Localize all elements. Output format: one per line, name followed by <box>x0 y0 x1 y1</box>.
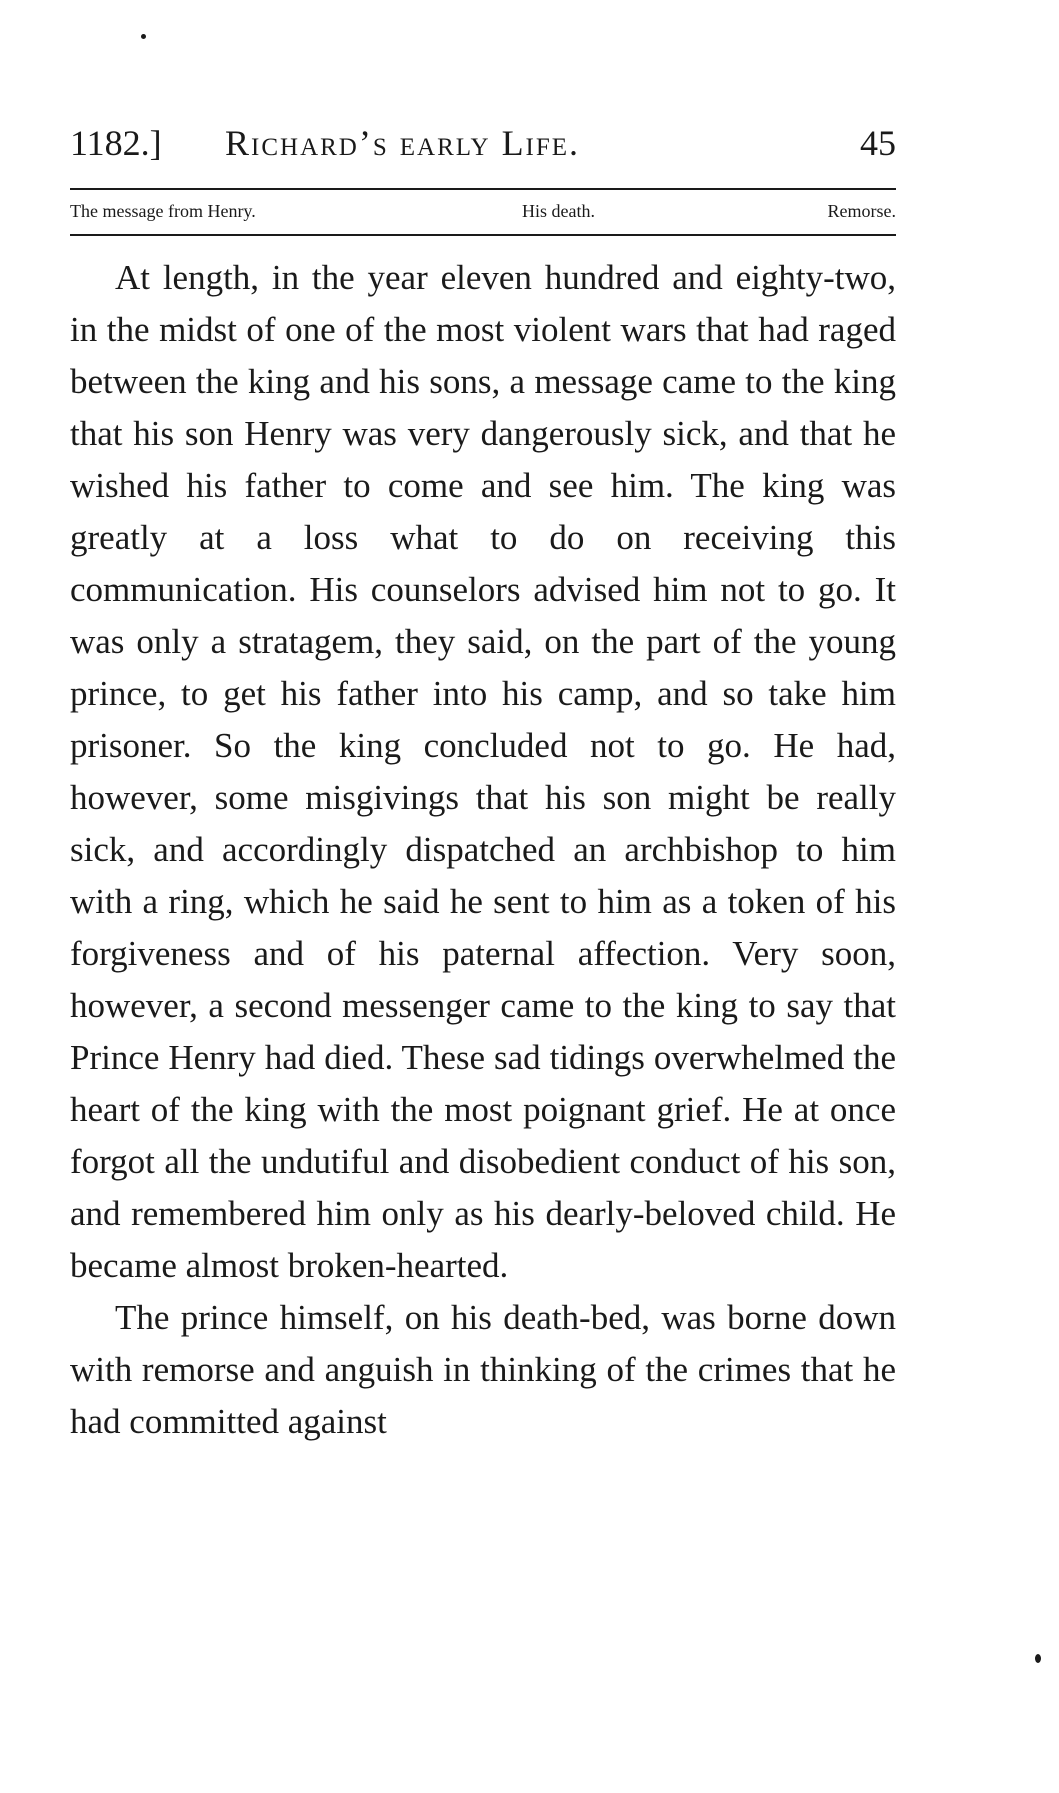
paragraph-1: At length, in the year eleven hundred and eighty-two, in the midst of one of the most violent wars that had raged between the king and his sons, a message came to the king that his son Henry was very dangerously sick, and that he wished his father to come and see him. The king was greatly at a loss what to do on receiving this communication. His counselors advised him not to go. It was only a stratagem, they said, on the part of the young prince, to get his father into his camp, and so take him prisoner. So the king concluded not to go. He had, however, some misgivings that his son might be really sick, and accordingly dispatched an archbishop to him with a ring, which he said he sent to him as a token of his forgiveness and of his paternal affection. Very soon, however, a second messenger came to the king to say that Prince Henry had died. These sad tidings overwhelmed the heart of the king with the most poignant grief. He at once forgot all the undutiful and disobedient conduct of his son, and remembered him only as his dearly-beloved child. He became almost broken-hearted. <box>70 258 896 1285</box>
summary-topic-death: His death. <box>522 201 595 221</box>
page-number: 45 <box>860 123 896 163</box>
running-head-year: 1182.] <box>70 123 162 163</box>
running-head <box>70 118 896 168</box>
body-text <box>70 252 896 1448</box>
print-speck <box>141 34 146 39</box>
running-head-title: Richard’s early Life. <box>225 123 581 163</box>
print-speck <box>1035 1654 1041 1663</box>
summary-topic-remorse: Remorse. <box>827 201 896 221</box>
paragraph-2: The prince himself, on his death-bed, was borne down with remorse and anguish in thinking of the crimes that he had committed against <box>70 1298 896 1441</box>
header-rule-top <box>70 188 896 190</box>
summary-topic-message: The message from Henry. <box>70 201 256 221</box>
section-summary-line <box>70 193 896 229</box>
header-rule-bottom <box>70 234 896 236</box>
